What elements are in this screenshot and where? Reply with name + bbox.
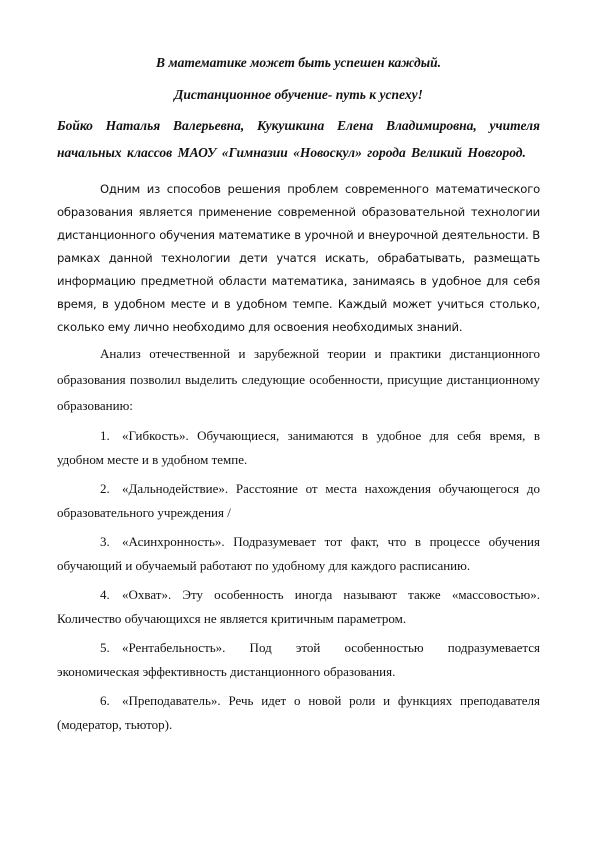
list-item-text: «Гибкость». Обучающиеся, занимаются в удобное для себя время, в удобном месте и в удобном темпе. (57, 428, 540, 467)
list-item-number: 4. (100, 587, 110, 602)
list-item-text: «Охват». Эту особенность иногда называют также «массовостью». Количество обучающихся не является критичным параметром. (57, 587, 540, 626)
list-item (57, 689, 540, 737)
list-item (57, 530, 540, 578)
list-item-text: «Преподаватель». Речь идет о новой роли и функциях преподавателя (модератор, тьютор). (57, 693, 540, 732)
list-item-text: «Дальнодействие». Расстояние от места нахождения обучающегося до образовательного учреждения / (57, 481, 540, 520)
document-title: В математике может быть успешен каждый. (156, 55, 441, 70)
list-item-number: 2. (100, 481, 110, 496)
list-item (57, 583, 540, 631)
list-item-text: «Рентабельность». Под этой особенностью подразумевается экономическая эффективность дистанционного образования. (57, 640, 540, 679)
list-item (57, 636, 540, 684)
document-subtitle: Дистанционное обучение- путь к успеху! (174, 87, 423, 102)
list-item-number: 5. (100, 640, 110, 655)
intro-paragraph: Одним из способов решения проблем современного математического образования является применение современной образовательной технологии дистанционного обучения математике в урочной и внеурочной деятельности. В рамках данной технологии дети учатся искать, обрабатывать, размещать информацию предметной области математика, занимаясь в удобное для себя время, в удобном месте и в удобном темпе. Каждый может учиться столько, сколько ему лично необходимо для освоения необходимых знаний. (57, 182, 540, 334)
list-item-number: 3. (100, 534, 110, 549)
list-item-number: 6. (100, 693, 110, 708)
document-page (57, 54, 540, 737)
list-item (57, 424, 540, 472)
features-list (57, 424, 540, 737)
list-item (57, 477, 540, 525)
list-item-number: 1. (100, 428, 110, 443)
list-item-text: «Асинхронность». Подразумевает тот факт, что в процессе обучения обучающий и обучаемый работают по удобному для каждого расписанию. (57, 534, 540, 573)
authors-line: Бойко Наталья Валерьевна, Кукушкина Елена Владимировна, учителя начальных классов МАОУ «Гимназии «Новоскул» города Великий Новгород. (57, 118, 540, 160)
analysis-paragraph: Анализ отечественной и зарубежной теории и практики дистанционного образования позволил выделить следующие особенности, присущие дистанционному образованию: (57, 346, 540, 413)
